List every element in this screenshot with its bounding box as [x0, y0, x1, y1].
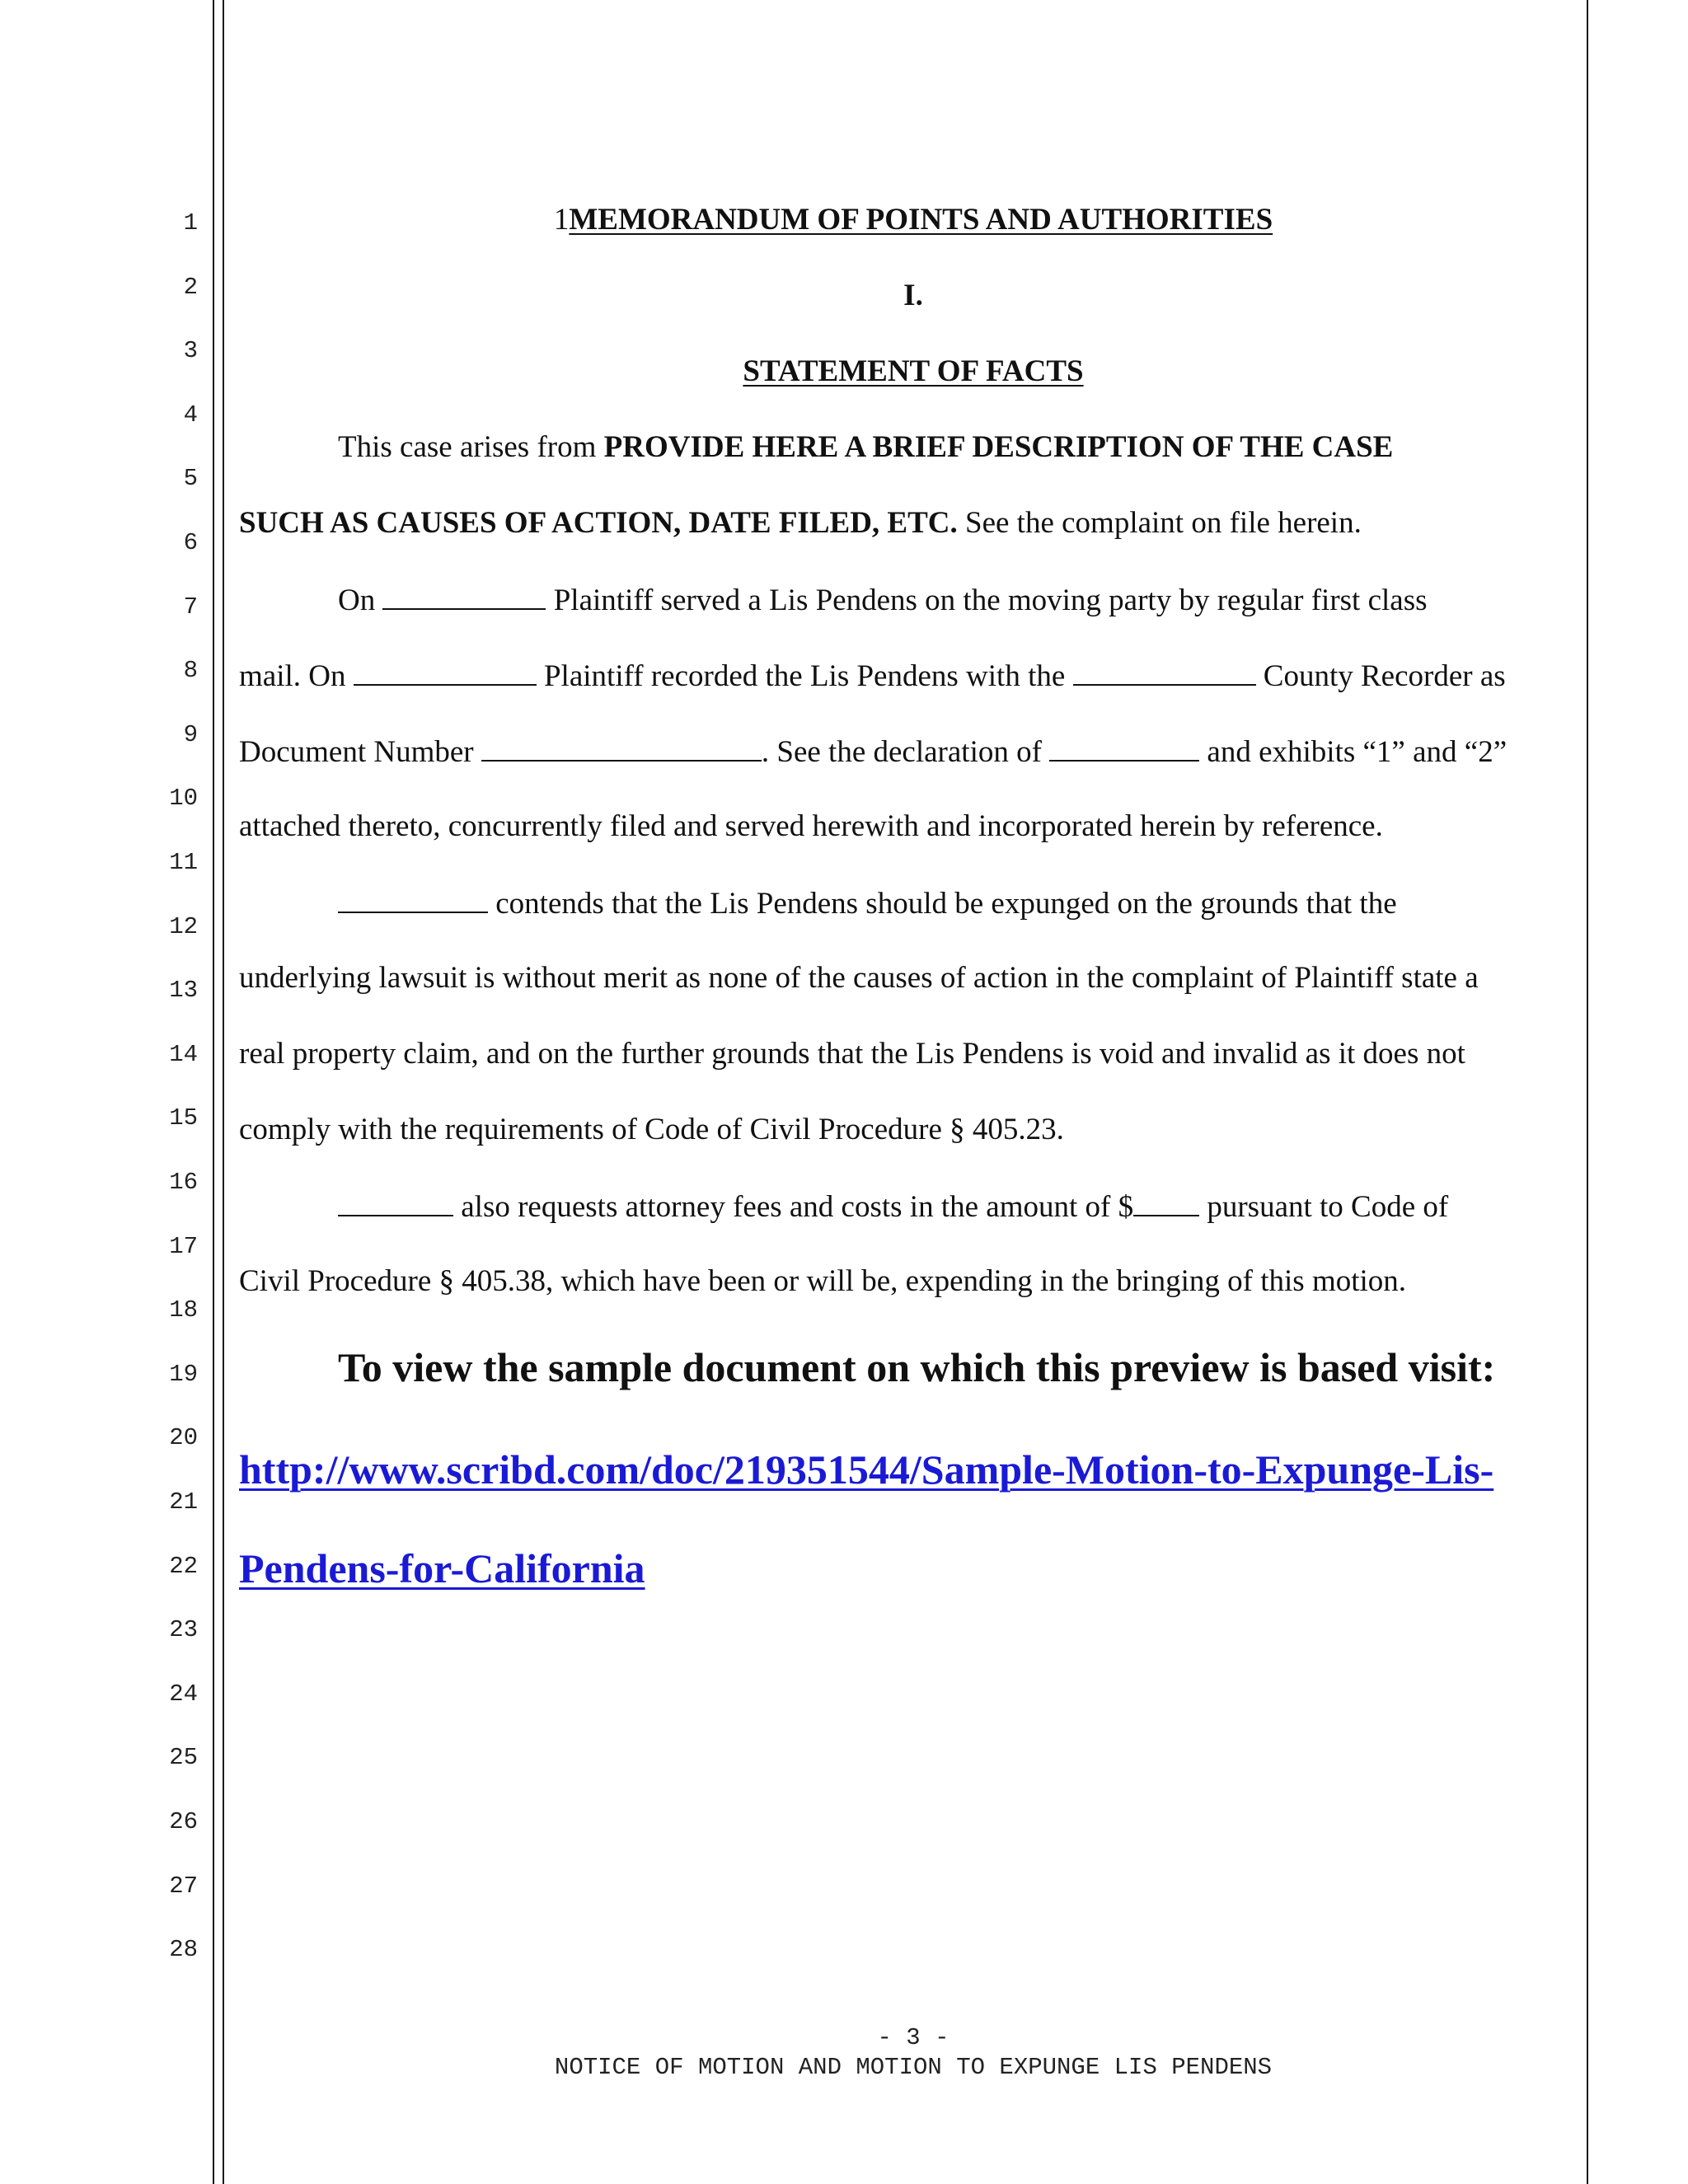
- paragraph-4-line-1: [338, 1190, 1448, 1222]
- blank-fee-amount: [1133, 1190, 1199, 1216]
- paragraph-3-line-2: underlying lawsuit is without merit as none of the causes of action in the complaint of Plaintiff state a: [239, 961, 1479, 995]
- line-number: 11: [169, 849, 198, 876]
- p4-a-mid: also requests attorney fees and costs in the amount of $: [453, 1190, 1134, 1224]
- line-number: 1: [183, 209, 198, 237]
- section-number: I.: [903, 279, 923, 312]
- right-margin-rule: [1587, 0, 1588, 2184]
- line-number: 8: [183, 657, 198, 684]
- paragraph-2-line-1: [338, 583, 1428, 616]
- paragraph-3-line-3: real property claim, and on the further grounds that the Lis Pendens is void and invalid as it does not: [239, 1037, 1465, 1071]
- line-number: 19: [169, 1361, 198, 1388]
- p2-b-mid: Plaintiff recorded the Lis Pendens with the: [536, 659, 1073, 693]
- line-number: 21: [169, 1488, 198, 1516]
- line-number: 28: [169, 1936, 198, 1963]
- line-number: 13: [169, 977, 198, 1004]
- sample-document-link-line-2[interactable]: Pendens-for-California: [239, 1545, 645, 1591]
- line-number: 5: [183, 465, 198, 492]
- p1-bold-a: PROVIDE HERE A BRIEF DESCRIPTION OF THE CASE: [603, 430, 1394, 464]
- blank-county: [1073, 659, 1256, 686]
- p2-b-pre: mail. On: [239, 659, 354, 693]
- blank-date-served: [382, 583, 546, 610]
- p2-c-pre: Document Number: [239, 735, 481, 769]
- line-number: 16: [169, 1169, 198, 1196]
- line-number: 27: [169, 1872, 198, 1900]
- line-number: 6: [183, 529, 198, 556]
- line-number: 9: [183, 721, 198, 748]
- line-number: 23: [169, 1616, 198, 1643]
- line-number: 2: [183, 274, 198, 301]
- paragraph-2-line-4: attached thereto, concurrently filed and served herewith and incorporated herein by reference.: [239, 809, 1383, 843]
- line-number: 20: [169, 1424, 198, 1451]
- footer-caption: NOTICE OF MOTION AND MOTION TO EXPUNGE LIS PENDENS: [554, 2054, 1273, 2081]
- p2-c-mid: . See the declaration of: [761, 735, 1050, 769]
- paragraph-2-line-2: [239, 659, 1506, 691]
- blank-requesting-party: [338, 1190, 453, 1216]
- p1-intro: This case arises from: [338, 430, 604, 464]
- paragraph-2-line-3: [239, 735, 1507, 767]
- line-number: 17: [169, 1233, 198, 1260]
- p2-a-pre: On: [338, 583, 383, 617]
- line-number: 22: [169, 1553, 198, 1580]
- paragraph-1-line-1: [338, 432, 1393, 462]
- p1-tail: See the complaint on file herein.: [957, 506, 1362, 540]
- p4-a-post: pursuant to Code of: [1199, 1190, 1449, 1224]
- p1-bold-b: SUCH AS CAUSES OF ACTION, DATE FILED, ETC.: [239, 506, 958, 540]
- line-number: 15: [169, 1104, 198, 1132]
- memorandum-title: MEMORANDUM OF POINTS AND AUTHORITIES: [569, 203, 1273, 237]
- section-title: STATEMENT OF FACTS: [743, 354, 1084, 388]
- line-number: 14: [169, 1041, 198, 1068]
- memorandum-heading: [239, 204, 1587, 235]
- left-margin-rule-outer: [213, 0, 214, 2184]
- line-number: 10: [169, 785, 198, 812]
- page-number: - 3 -: [877, 2024, 950, 2051]
- sample-document-link-line-1[interactable]: http://www.scribd.com/doc/219351544/Sample-Motion-to-Expunge-Lis-: [239, 1446, 1494, 1493]
- p3-a-post: contends that the Lis Pendens should be expunged on the grounds that the: [488, 887, 1397, 921]
- paragraph-3-line-1: [338, 887, 1397, 919]
- p2-b-post: County Recorder as: [1255, 659, 1506, 693]
- blank-moving-party: [338, 887, 488, 913]
- paragraph-1-line-2: [239, 508, 1362, 538]
- line-number: 25: [169, 1744, 198, 1771]
- line-number: 7: [183, 593, 198, 621]
- line-number: 18: [169, 1296, 198, 1324]
- blank-date-recorded: [354, 659, 537, 686]
- p2-c-post: and exhibits “1” and “2”: [1199, 735, 1507, 769]
- paragraph-4-line-2: Civil Procedure § 405.38, which have been or will be, expending in the bringing of this motion.: [239, 1264, 1407, 1298]
- preview-notice: To view the sample document on which this preview is based visit:: [338, 1344, 1496, 1390]
- p2-a-post: Plaintiff served a Lis Pendens on the moving party by regular first class: [546, 583, 1428, 617]
- blank-document-number: [481, 735, 762, 762]
- line-number: 26: [169, 1808, 198, 1835]
- blank-declarant: [1049, 735, 1199, 762]
- line-number: 3: [183, 337, 198, 364]
- line-number: 4: [183, 401, 198, 429]
- line-number: 24: [169, 1680, 198, 1708]
- paragraph-3-line-4: comply with the requirements of Code of Civil Procedure § 405.23.: [239, 1113, 1064, 1146]
- left-margin-rule-inner: [223, 0, 224, 2184]
- line-number: 12: [169, 913, 198, 940]
- heading-prefix: 1: [553, 203, 570, 237]
